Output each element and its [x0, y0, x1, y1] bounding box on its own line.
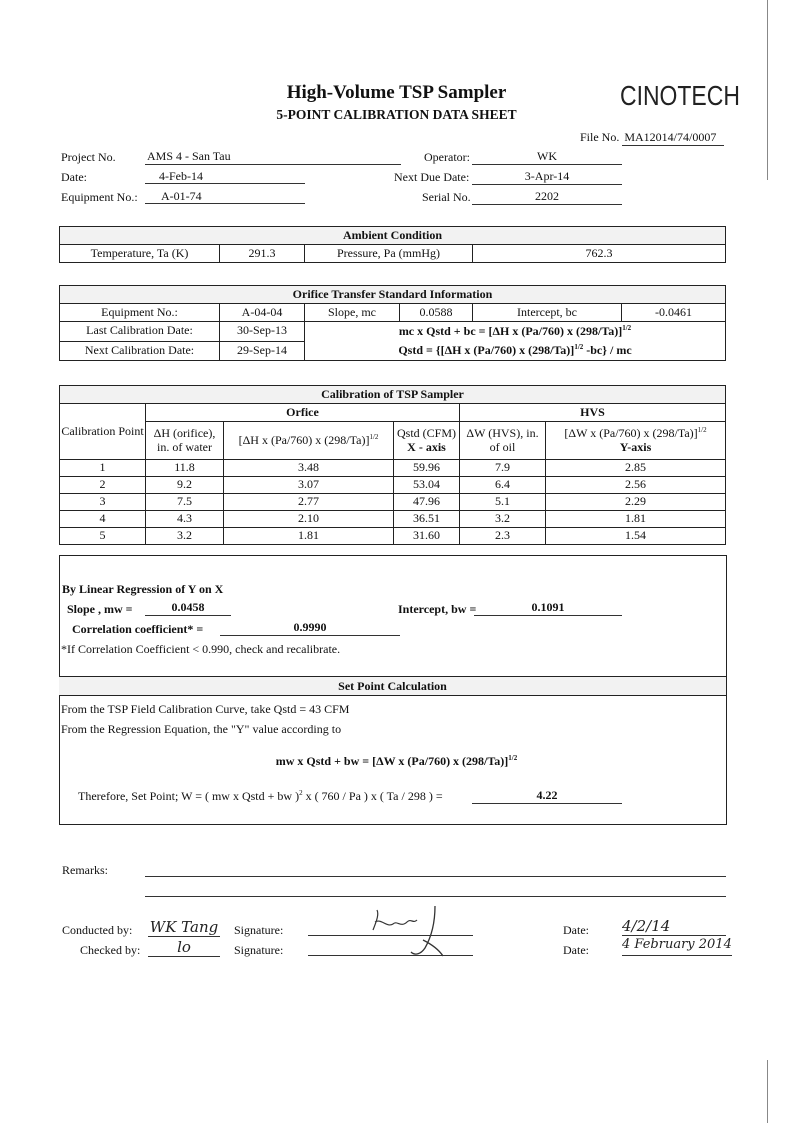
cell-dh-corr: 2.10	[224, 511, 394, 528]
orifice-intercept-label: Intercept, bc	[473, 304, 622, 322]
orifice-equipment-value: A-04-04	[220, 304, 305, 322]
cell-qstd: 47.96	[394, 494, 460, 511]
date-label: Date:	[61, 170, 87, 184]
cell-point: 2	[60, 477, 146, 494]
cell-dw: 7.9	[460, 460, 546, 477]
orifice-table	[59, 285, 726, 361]
orifice-slope-label: Slope, mc	[305, 304, 400, 322]
regression-slope-label: Slope , mw =	[67, 602, 133, 616]
cell-dw-corr: 1.54	[546, 528, 726, 545]
scan-edge-line-bottom	[767, 1060, 768, 1123]
remarks-line-2	[145, 896, 726, 897]
cell-point: 5	[60, 528, 146, 545]
file-number-value: MA12014/74/0007	[622, 130, 724, 146]
cell-dw-corr: 2.56	[546, 477, 726, 494]
regression-slope-value: 0.0458	[145, 600, 231, 616]
cell-qstd: 31.60	[394, 528, 460, 545]
table-row	[60, 494, 726, 511]
orifice-equation-2: Qstd = {[ΔH x (Pa/760) x (298/Ta)]$^{1/2}$ -bc} / mc	[398, 343, 632, 358]
pressure-label: Pressure, Pa (mmHg)	[305, 245, 473, 263]
hvs-group-header: HVS	[460, 404, 726, 422]
ambient-table	[59, 226, 726, 263]
cell-dh: 7.5	[146, 494, 224, 511]
cell-dw-corr: 2.85	[546, 460, 726, 477]
table-row	[60, 477, 726, 494]
cell-dh-corr: 3.48	[224, 460, 394, 477]
cell-dh-corr: 2.77	[224, 494, 394, 511]
table-row	[60, 511, 726, 528]
orifice-equipment-label: Equipment No.:	[60, 304, 220, 322]
cell-dh-corr: 3.07	[224, 477, 394, 494]
correlation-label: Correlation coefficient* =	[72, 622, 204, 636]
cell-dh: 4.3	[146, 511, 224, 528]
signature-label-2: Signature:	[234, 943, 284, 957]
orifice-slope-value: 0.0588	[400, 304, 473, 322]
date-value-2: 4 February 2014	[622, 937, 732, 956]
cell-dw-corr: 2.29	[546, 494, 726, 511]
setpoint-heading: Set Point Calculation	[59, 676, 726, 696]
signature-label-1: Signature:	[234, 923, 284, 937]
cell-qstd: 36.51	[394, 511, 460, 528]
next-due-value: 3-Apr-14	[472, 169, 622, 185]
next-calibration-label: Next Calibration Date:	[60, 341, 220, 361]
file-number	[580, 130, 724, 146]
next-calibration-value: 29-Sep-14	[220, 341, 305, 361]
date-label-2: Date:	[563, 943, 589, 957]
pressure-value: 762.3	[473, 245, 726, 263]
setpoint-line-2: From the Regression Equation, the "Y" value according to	[61, 722, 342, 736]
page-title: High-Volume TSP Sampler	[286, 82, 507, 103]
setpoint-therefore: Therefore, Set Point; W = ( mw x Qstd + bw )$^2$ x ( 760 / Pa ) x ( Ta / 298 ) =	[78, 789, 443, 803]
cell-dh: 3.2	[146, 528, 224, 545]
cell-dh-corr: 1.81	[224, 528, 394, 545]
correlation-note: *If Correlation Coefficient < 0.990, check and recalibrate.	[61, 642, 341, 656]
operator-value: WK	[472, 149, 622, 165]
temperature-value: 291.3	[220, 245, 305, 263]
regression-heading: By Linear Regression of Y on X	[62, 582, 224, 596]
last-calibration-value: 30-Sep-13	[220, 322, 305, 342]
table-row	[60, 460, 726, 477]
regression-intercept-value: 0.1091	[474, 600, 622, 616]
col-calibration-point: Calibration Point	[60, 404, 146, 460]
equipment-label: Equipment No.:	[61, 190, 138, 204]
col-delta-h-corrected: [ΔH x (Pa/760) x (298/Ta)]$^{1/2}$	[224, 422, 394, 460]
remarks-line-1	[145, 876, 726, 877]
handwritten-signature-graphic	[365, 900, 465, 962]
col-qstd: Qstd (CFM) X - axis	[394, 422, 460, 460]
setpoint-line-1: From the TSP Field Calibration Curve, take Qstd = 43 CFM	[61, 702, 350, 716]
orifice-equation-1: mc x Qstd + bc = [ΔH x (Pa/760) x (298/Ta)]$^{1/2}$	[398, 324, 632, 338]
page-subtitle: 5-POINT CALIBRATION DATA SHEET	[276, 107, 517, 122]
orifice-heading: Orifice Transfer Standard Information	[60, 286, 726, 304]
project-value: AMS 4 - San Tau	[145, 149, 401, 165]
cell-point: 3	[60, 494, 146, 511]
correlation-value: 0.9990	[220, 620, 400, 636]
serial-label: Serial No.	[422, 190, 471, 204]
checked-by-value: lo	[148, 938, 220, 957]
date-value: 4-Feb-14	[145, 169, 305, 184]
cell-point: 1	[60, 460, 146, 477]
cell-dh: 9.2	[146, 477, 224, 494]
col-delta-w-corrected: [ΔW x (Pa/760) x (298/Ta)]$^{1/2}$ Y-axis	[546, 422, 726, 460]
project-label: Project No.	[61, 150, 116, 164]
orifice-equations	[305, 322, 726, 361]
next-due-label: Next Due Date:	[394, 170, 470, 184]
cell-qstd: 59.96	[394, 460, 460, 477]
company-logo: CINOTECH	[620, 80, 740, 111]
cell-point: 4	[60, 511, 146, 528]
conducted-by-value: WK Tang	[149, 918, 219, 936]
scan-edge-line-top	[767, 0, 768, 180]
cell-qstd: 53.04	[394, 477, 460, 494]
remarks-label: Remarks:	[62, 863, 108, 877]
cell-dw-corr: 1.81	[546, 511, 726, 528]
operator-label: Operator:	[424, 150, 470, 164]
temperature-label: Temperature, Ta (K)	[60, 245, 220, 263]
setpoint-value: 4.22	[472, 788, 622, 804]
col-delta-w: ΔW (HVS), in. of oil	[460, 422, 546, 460]
calibration-table	[59, 385, 726, 545]
last-calibration-label: Last Calibration Date:	[60, 322, 220, 342]
col-delta-h: ΔH (orifice), in. of water	[146, 422, 224, 460]
checked-by-label: Checked by:	[80, 943, 141, 957]
cell-dw: 2.3	[460, 528, 546, 545]
date-label-1: Date:	[563, 923, 589, 937]
orifice-intercept-value: -0.0461	[622, 304, 726, 322]
cell-dw: 3.2	[460, 511, 546, 528]
calibration-heading: Calibration of TSP Sampler	[60, 386, 726, 404]
cell-dw: 6.4	[460, 477, 546, 494]
orifice-group-header: Orfice	[146, 404, 460, 422]
cell-dh: 11.8	[146, 460, 224, 477]
setpoint-equation: mw x Qstd + bw = [ΔW x (Pa/760) x (298/Ta)]$^{1/2}$	[275, 754, 518, 768]
ambient-heading: Ambient Condition	[60, 227, 726, 245]
equipment-value: A-01-74	[145, 189, 305, 204]
table-row	[60, 528, 726, 545]
serial-value: 2202	[472, 189, 622, 205]
cell-dw: 5.1	[460, 494, 546, 511]
conducted-by-label: Conducted by:	[62, 923, 133, 937]
regression-intercept-label: Intercept, bw =	[398, 602, 477, 616]
file-number-label: File No.	[580, 130, 620, 144]
date-value-1: 4/2/14	[622, 917, 726, 936]
